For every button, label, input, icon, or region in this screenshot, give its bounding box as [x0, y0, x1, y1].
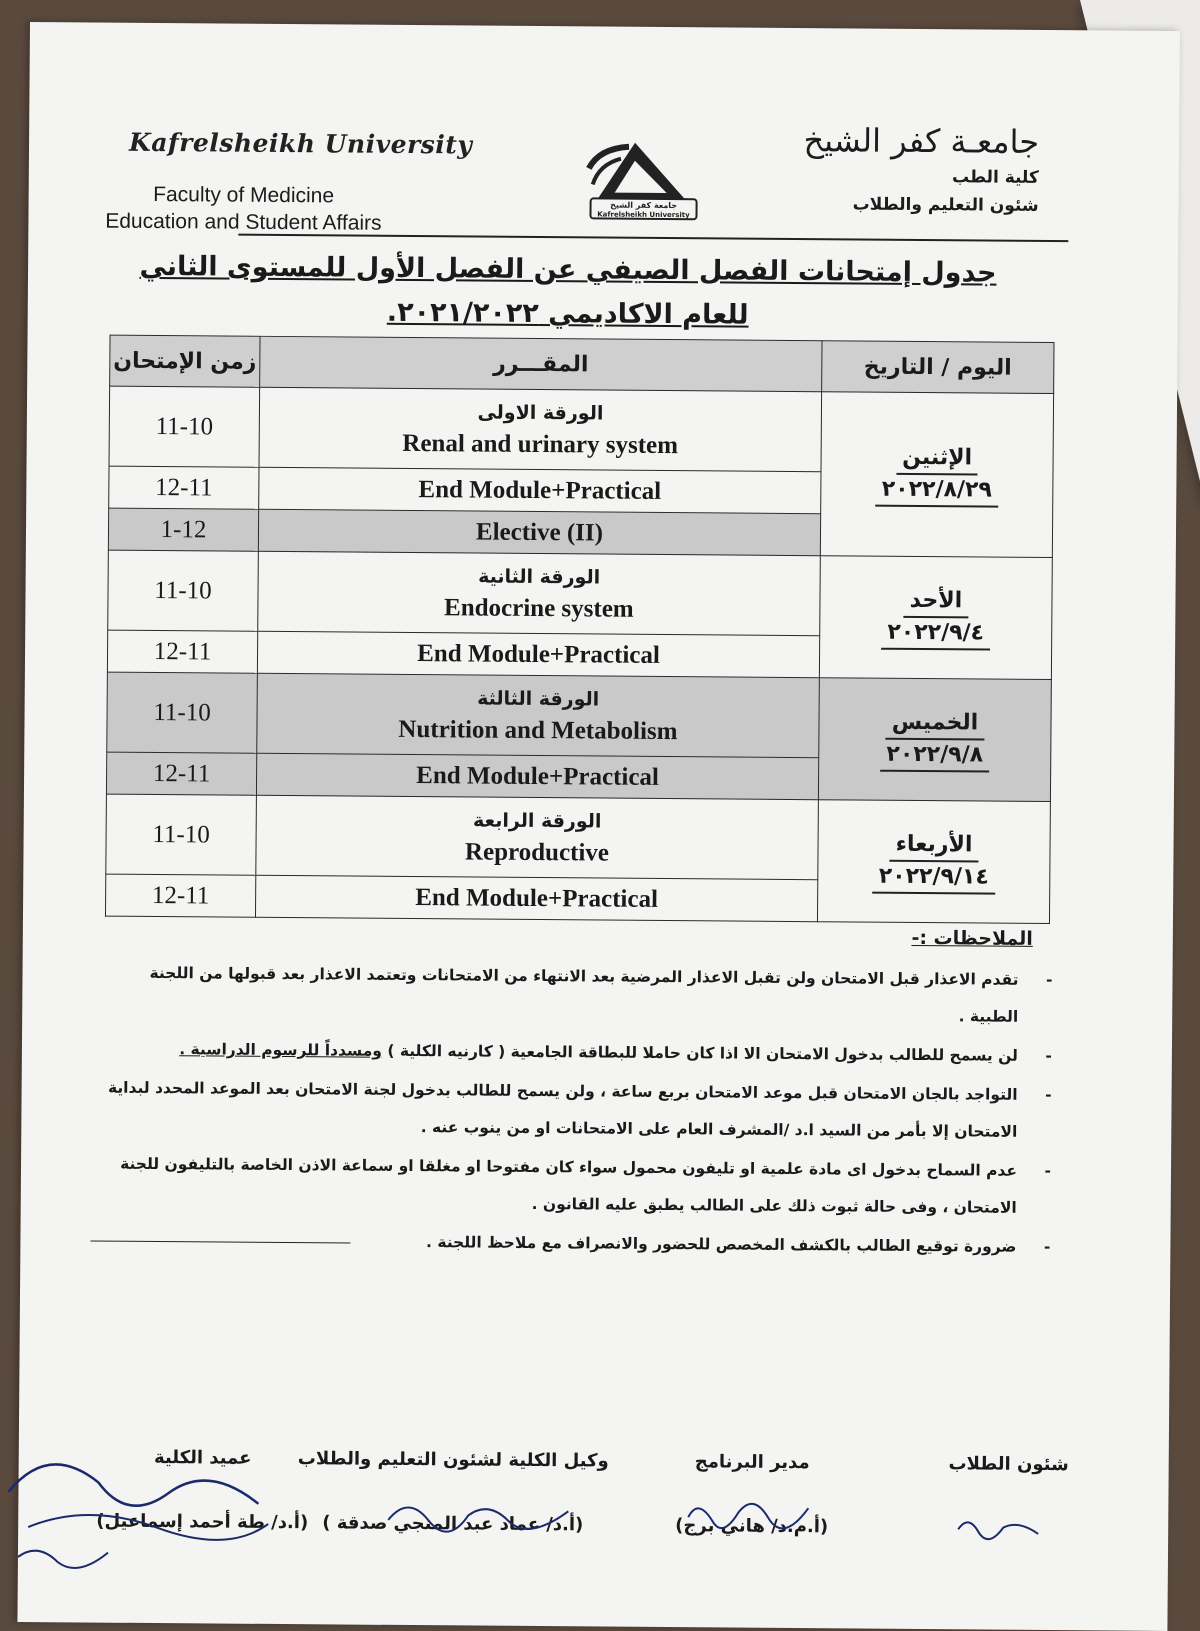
signature-student-affairs	[948, 1449, 1068, 1480]
header-divider	[238, 234, 1068, 243]
faculty-name-ar: كلية الطب	[951, 167, 1039, 188]
course-name: End Module+Practical	[418, 475, 662, 505]
day-date: ٢٠٢٢/٨/٢٩	[876, 474, 998, 507]
signature-name: (أ.د/ طة أحمد إسماعيل)	[96, 1510, 309, 1534]
university-block-ar	[803, 118, 1039, 220]
day-date: ٢٠٢٢/٩/٨	[880, 739, 989, 772]
signature-name: (أ.م.د/ هاني برج)	[675, 1515, 829, 1538]
university-name-ar: جامعـة كفر الشيخ	[803, 121, 1040, 161]
signature-role: شئون الطلاب	[948, 1453, 1069, 1476]
note-text: لن يسمح للطالب بدخول الامتحان الا اذا كان حاملا للبطاقة الجامعية ( كارنيه الكلية )	[387, 1041, 1018, 1065]
course-cell	[259, 387, 822, 471]
faculty-name-en: Faculty of Medicine	[153, 182, 335, 208]
exam-time: 11-10	[108, 550, 259, 631]
signature-program-director	[675, 1447, 829, 1542]
course-name: End Module+Practical	[416, 761, 660, 791]
day-name: الأحد	[904, 585, 969, 618]
day-cell	[818, 678, 1051, 802]
list-item: - ضرورة توقيع الطالب بالكشف المخصص للحضور والانصراف مع ملاحظ اللجنة .	[100, 1222, 1050, 1266]
university-name-en: Kafrelsheikh University	[128, 127, 473, 160]
list-item	[102, 1031, 1052, 1075]
course-name: Endocrine system	[444, 593, 634, 623]
course-name: End Module+Practical	[415, 883, 659, 913]
course-cell	[257, 631, 819, 677]
course-name: Nutrition and Metabolism	[398, 715, 678, 745]
notes-title: الملاحظات :-	[911, 926, 1033, 950]
day-date: ٢٠٢٢/٩/٤	[881, 617, 990, 650]
course-cell	[255, 875, 817, 921]
day-date: ٢٠٢٢/٩/١٤	[873, 861, 995, 894]
handwritten-signature-student-affairs	[948, 1509, 1048, 1550]
exam-time: 12-11	[106, 752, 256, 795]
signature-vice-dean	[297, 1444, 609, 1540]
note-fee-text: ومسدداً للرسوم الدراسية .	[179, 1040, 383, 1060]
document-page	[17, 22, 1180, 1631]
course-cell	[256, 753, 818, 799]
signature-role: عميد الكلية	[153, 1447, 252, 1469]
exam-schedule-table	[105, 335, 1055, 924]
day-name: الأربعاء	[890, 829, 979, 862]
signature-dean	[96, 1443, 309, 1539]
exam-time: 11-10	[109, 386, 260, 467]
course-name: Reproductive	[464, 837, 610, 867]
table-row	[108, 550, 1053, 637]
logo-text-ar: جامعة كفر الشيخ	[610, 200, 678, 211]
table-row	[107, 672, 1052, 759]
exam-time: 12-11	[107, 630, 257, 673]
paper-label: الورقة الرابعة	[472, 809, 602, 833]
paper-label: الورقة الاولى	[477, 401, 604, 425]
affairs-name-ar: شئون التعليم والطلاب	[852, 194, 1039, 216]
exam-time: 1-12	[108, 508, 258, 551]
course-cell	[256, 795, 819, 879]
notes-list	[100, 955, 1052, 1268]
signature-role: مدير البرنامج	[694, 1451, 810, 1474]
exam-time: 11-10	[106, 794, 257, 875]
course-cell	[259, 467, 821, 513]
course-name: Renal and urinary system	[402, 429, 679, 459]
exam-time: 12-11	[105, 874, 255, 917]
table-row	[106, 794, 1051, 881]
logo-text-en: Kafrelsheikh University	[597, 210, 690, 220]
signature-name: (أ.د/ عماد عبد المنجي صدقة )	[322, 1512, 584, 1536]
day-name: الإثنين	[896, 442, 978, 475]
list-item: - التواجد بالجان الامتحان قبل موعد الامتحان بربع ساعة ، ولن يسمح للطالب بدخول لجنة الامتحان بعد الموعد المحدد لبداية الامتحان إلا بأمر من السيد ا.د /المشرف العام على الامتحانات او من ينوب عنه .	[101, 1070, 1052, 1151]
page-title: جدول إمتحانات الفصل الصيفي عن الفصل الأول للمستوى الثاني للعام الاكاديمي ٢٠٢١/٢٠٢٢.	[139, 250, 997, 331]
exam-time: 12-11	[109, 466, 259, 509]
header-course: المقـــرر	[260, 336, 822, 391]
university-logo	[568, 134, 709, 225]
paper-label: الورقة الثانية	[478, 565, 601, 588]
header-exam-time: زمن الإمتحان	[110, 335, 260, 387]
course-cell	[258, 509, 820, 555]
list-item: - تقدم الاعذار قبل الامتحان ولن تقبل الاعذار المرضية بعد الانتهاء من الامتحانات وتعتمد الاعذار بعد قبولها من اللجنة الطبية .	[102, 955, 1053, 1036]
header-day-date: اليوم / التاريخ	[822, 341, 1054, 394]
paper-label: الورقة الثالثة	[477, 687, 600, 710]
list-item: - عدم السماح بدخول اى مادة علمية او تليفون محمول سواء كان مفتوحا او مغلقا او سماعة الاذن الخاصة بالتليفون للجنة الامتحان ، وفى حالة ثبوت ذلك على الطالب يطبق عليه القانون .	[101, 1146, 1052, 1227]
signature-role: وكيل الكلية لشئون التعليم والطلاب	[297, 1448, 609, 1472]
day-cell	[819, 556, 1052, 680]
table-header-row	[110, 335, 1054, 393]
faculty-block-en	[68, 180, 418, 237]
course-cell	[257, 673, 820, 757]
day-cell	[817, 800, 1050, 924]
course-name: Elective (II)	[475, 518, 604, 547]
day-cell	[820, 392, 1053, 558]
course-name: End Module+Practical	[417, 639, 660, 669]
course-cell	[258, 551, 821, 635]
exam-time: 11-10	[107, 672, 258, 753]
day-name: الخميس	[886, 707, 985, 740]
affairs-name-en: Education and Student Affairs	[105, 209, 382, 235]
table-row	[109, 386, 1054, 473]
